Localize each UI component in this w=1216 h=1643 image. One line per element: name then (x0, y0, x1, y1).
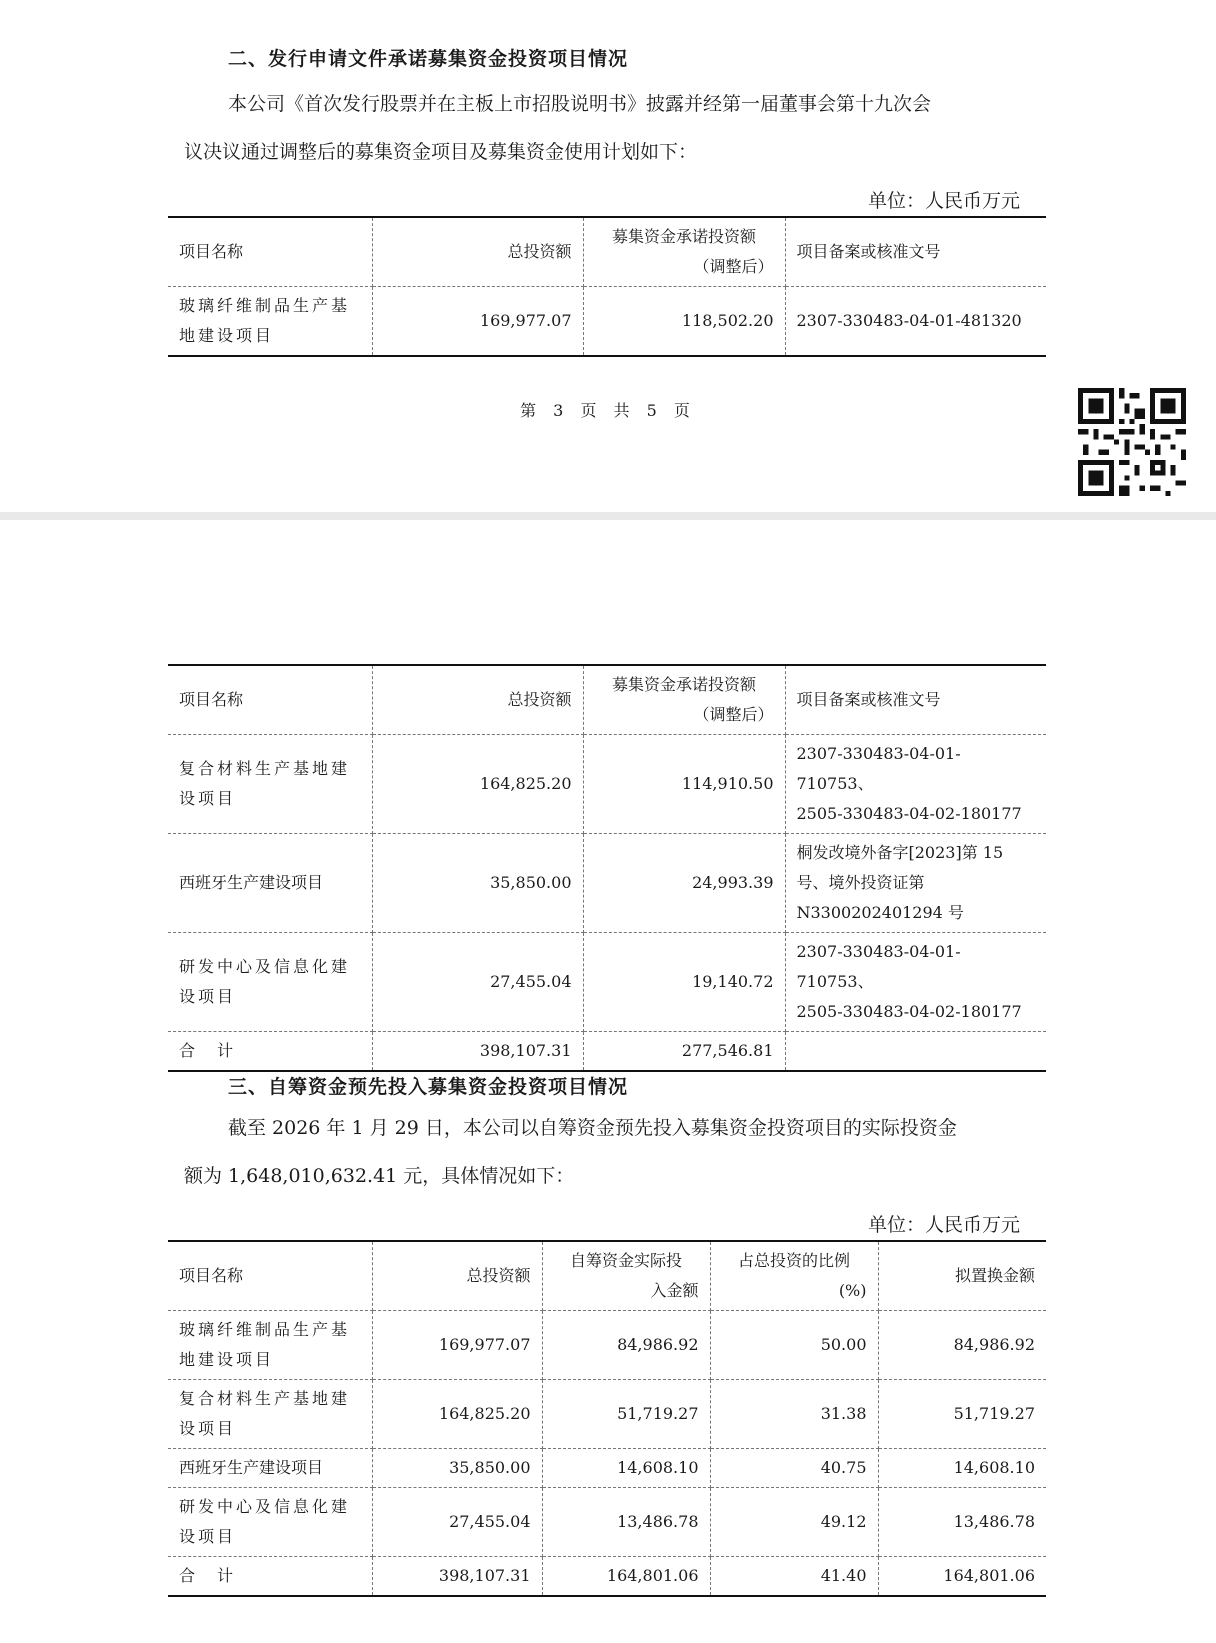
document-page-4 (0, 520, 1216, 1643)
intro-line-1: 本公司《首次发行股票并在主板上市招股说明书》披露并经第一届董事会第十九次会 (228, 93, 932, 115)
col-header-filing: 项目备案或核准文号 (785, 217, 1046, 287)
project-name (168, 1488, 372, 1557)
filing-line1: 2307-330483-04-01-710753、 (796, 744, 961, 793)
project-name-line1: 研发中心及信息化建 (179, 1497, 351, 1516)
project-name-line2: 设项目 (179, 1527, 237, 1546)
project-name (168, 1311, 372, 1380)
col-header-self-funded (542, 1241, 710, 1311)
col-header-total: 总投资额 (372, 665, 583, 735)
document-page-3 (0, 0, 1216, 512)
col-header-name: 项目名称 (168, 665, 372, 735)
table-header-row (168, 1241, 1046, 1311)
section3-para-line-1: 截至 2026 年 1 月 29 日，本公司以自筹资金预先投入募集资金投资项目的实际投资金 (228, 1117, 957, 1139)
self-funded-amount: 84,986.92 (542, 1311, 710, 1380)
committed-amount-sum: 277,546.81 (583, 1032, 785, 1072)
qr-code-icon (1078, 388, 1186, 496)
col-header-total: 总投资额 (372, 1241, 542, 1311)
col-header-self-line1: 自筹资金实际投 (569, 1251, 682, 1270)
filing-number (785, 933, 1046, 1032)
table-row (168, 1380, 1046, 1449)
col-header-committed (583, 665, 785, 735)
total-row (168, 1557, 1046, 1597)
section3-heading: 三、自筹资金预先投入募集资金投资项目情况 (228, 1076, 629, 1098)
self-funded-amount: 14,608.10 (542, 1449, 710, 1488)
total-investment-sum: 398,107.31 (372, 1032, 583, 1072)
col-header-total: 总投资额 (372, 217, 583, 287)
table-header-row (168, 665, 1046, 735)
filing-line2: 2505-330483-04-02-180177 (796, 804, 1022, 823)
filing-line1: 桐发改境外备字[2023]第 15 (796, 843, 1004, 862)
committed-amount: 114,910.50 (583, 735, 785, 834)
unit-label: 单位：人民币万元 (867, 1214, 1020, 1236)
total-label: 合 计 (168, 1557, 372, 1597)
replace-sum: 164,801.06 (878, 1557, 1046, 1597)
total-investment: 169,977.07 (372, 287, 583, 357)
col-header-ratio-line2: (%) (838, 1281, 867, 1300)
project-name (168, 933, 372, 1032)
col-header-replace: 拟置换金额 (878, 1241, 1046, 1311)
filing-line3: N3300202401294 号 (796, 903, 964, 922)
project-name-line2: 设项目 (179, 1419, 237, 1438)
col-header-committed-line1: 募集资金承诺投资额 (611, 227, 756, 246)
replace-amount: 13,486.78 (878, 1488, 1046, 1557)
committed-projects-table (168, 216, 1046, 357)
table-row (168, 1311, 1046, 1380)
project-name: 西班牙生产建设项目 (168, 834, 372, 933)
project-name-line1: 玻璃纤维制品生产基 (179, 296, 351, 315)
ratio-percent: 40.75 (710, 1449, 878, 1488)
project-name (168, 287, 372, 357)
unit-label: 单位：人民币万元 (867, 190, 1020, 212)
filing-line1: 2307-330483-04-01-710753、 (796, 942, 961, 991)
col-header-self-line2: 入金额 (650, 1281, 699, 1300)
col-header-committed-line2: （调整后） (693, 705, 774, 724)
total-investment: 169,977.07 (372, 1311, 542, 1380)
replace-amount: 14,608.10 (878, 1449, 1046, 1488)
section3-para-line-2: 额为 1,648,010,632.41 元，具体情况如下： (184, 1165, 575, 1187)
project-name-line2: 设项目 (179, 987, 237, 1006)
total-investment: 164,825.20 (372, 735, 583, 834)
committed-amount: 118,502.20 (583, 287, 785, 357)
col-header-ratio (710, 1241, 878, 1311)
total-label: 合 计 (168, 1032, 372, 1072)
committed-projects-table-continued (168, 664, 1046, 1072)
replace-amount: 84,986.92 (878, 1311, 1046, 1380)
col-header-filing: 项目备案或核准文号 (785, 665, 1046, 735)
col-header-committed-line2: （调整后） (693, 257, 774, 276)
total-investment: 35,850.00 (372, 834, 583, 933)
table-header-row (168, 217, 1046, 287)
table-row (168, 1488, 1046, 1557)
col-header-name: 项目名称 (168, 217, 372, 287)
project-name-line1: 复合材料生产基地建 (179, 759, 351, 778)
total-investment: 27,455.04 (372, 1488, 542, 1557)
ratio-percent: 50.00 (710, 1311, 878, 1380)
filing-number (785, 735, 1046, 834)
page-footer: 第 3 页 共 5 页 (520, 401, 696, 420)
project-name-line2: 地建设项目 (179, 326, 275, 345)
col-header-name: 项目名称 (168, 1241, 372, 1311)
self-funded-investment-table (168, 1240, 1046, 1597)
filing-line2: 号、境外投资证第 (796, 873, 925, 892)
col-header-ratio-line1: 占总投资的比例 (737, 1251, 850, 1270)
project-name-line2: 地建设项目 (179, 1350, 275, 1369)
total-investment: 164,825.20 (372, 1380, 542, 1449)
intro-line-2: 议决议通过调整后的募集资金项目及募集资金使用计划如下： (184, 141, 698, 163)
filing-empty-cell (785, 1032, 1046, 1072)
total-investment: 35,850.00 (372, 1449, 542, 1488)
filing-line2: 2505-330483-04-02-180177 (796, 1002, 1022, 1021)
filing-number (785, 834, 1046, 933)
project-name-line1: 复合材料生产基地建 (179, 1389, 351, 1408)
self-funded-amount: 51,719.27 (542, 1380, 710, 1449)
self-funded-amount: 13,486.78 (542, 1488, 710, 1557)
table-row (168, 834, 1046, 933)
committed-amount: 19,140.72 (583, 933, 785, 1032)
table-row (168, 287, 1046, 357)
ratio-total: 41.40 (710, 1557, 878, 1597)
replace-amount: 51,719.27 (878, 1380, 1046, 1449)
ratio-percent: 49.12 (710, 1488, 878, 1557)
total-investment-sum: 398,107.31 (372, 1557, 542, 1597)
table-row (168, 933, 1046, 1032)
col-header-committed (583, 217, 785, 287)
committed-amount: 24,993.39 (583, 834, 785, 933)
col-header-committed-line1: 募集资金承诺投资额 (611, 675, 756, 694)
project-name-line1: 玻璃纤维制品生产基 (179, 1320, 351, 1339)
table-row (168, 1449, 1046, 1488)
ratio-percent: 31.38 (710, 1380, 878, 1449)
table-row (168, 735, 1046, 834)
project-name: 西班牙生产建设项目 (168, 1449, 372, 1488)
project-name-line2: 设项目 (179, 789, 237, 808)
filing-number: 2307-330483-04-01-481320 (785, 287, 1046, 357)
project-name (168, 735, 372, 834)
self-funded-sum: 164,801.06 (542, 1557, 710, 1597)
section2-heading: 二、发行申请文件承诺募集资金投资项目情况 (228, 48, 629, 70)
project-name-line1: 研发中心及信息化建 (179, 957, 351, 976)
total-investment: 27,455.04 (372, 933, 583, 1032)
total-row (168, 1032, 1046, 1072)
project-name (168, 1380, 372, 1449)
